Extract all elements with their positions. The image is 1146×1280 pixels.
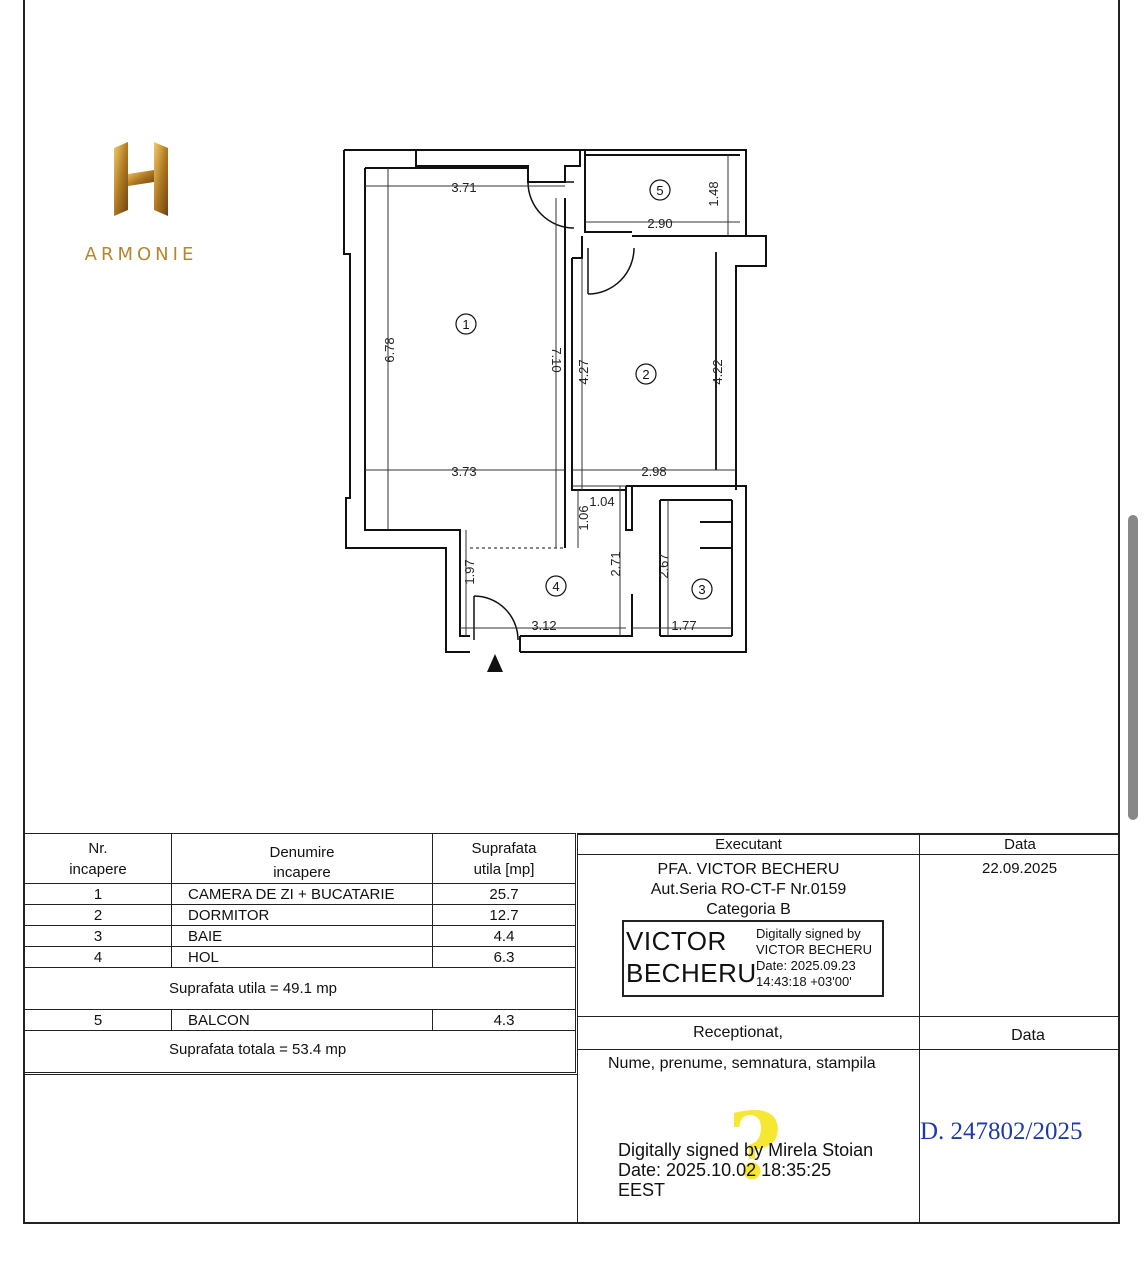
signature-meta4: 14:43:18 +03'00'	[756, 974, 852, 989]
entrance-arrow-icon	[487, 654, 503, 672]
grand-total: Suprafata totala = 53.4 mp	[25, 1031, 576, 1073]
header-area-label: Suprafata utila [mp]	[471, 839, 537, 878]
dim-label: 2.67	[656, 553, 671, 579]
dim-label: 1.06	[576, 505, 591, 531]
executant-line3: Categoria B	[706, 901, 791, 918]
dim-label: 6.78	[382, 337, 397, 363]
executant-line1: PFA. VICTOR BECHERU	[657, 861, 840, 878]
row-nr: 4	[25, 947, 172, 968]
document-number: D. 247802/2025	[920, 1118, 1083, 1145]
grand-total-row	[25, 1031, 576, 1073]
row-area: 4.3	[433, 1010, 576, 1031]
signature-meta1: Digitally signed by	[756, 926, 861, 941]
dim-label: 2.90	[647, 216, 673, 231]
useful-total: Suprafata utila = 49.1 mp	[25, 968, 576, 1010]
room-number: 1	[462, 317, 470, 332]
room-number: 2	[642, 367, 650, 382]
dim-label: 1.97	[462, 559, 477, 585]
room-markers	[456, 180, 712, 599]
header-name-label: Denumire incapere	[269, 843, 335, 881]
executant-header: Executant	[715, 836, 782, 853]
row-name: CAMERA DE ZI + BUCATARIE	[172, 884, 433, 905]
data2-header: Data	[1011, 1027, 1045, 1044]
dim-label: 1.77	[671, 618, 697, 633]
executant-line2: Aut.Seria RO-CT-F Nr.0159	[650, 881, 847, 898]
receptionat-signature-line1: Digitally signed by Mirela Stoian	[618, 1140, 874, 1160]
table-row	[25, 905, 576, 926]
dim-label: 2.71	[608, 551, 623, 577]
row-name: BAIE	[172, 926, 433, 947]
row-name: HOL	[172, 947, 433, 968]
dim-label: 7.10	[549, 347, 564, 373]
dim-label: 1.48	[706, 181, 721, 207]
dim-label: 2.98	[641, 464, 667, 479]
room-number: 3	[698, 582, 706, 597]
row-area: 12.7	[433, 905, 576, 926]
receptionat-subheader: Nume, prenume, semnatura, stampila	[608, 1055, 876, 1072]
row-area: 4.4	[433, 926, 576, 947]
row-nr: 5	[25, 1010, 172, 1031]
question-mark-icon: ?	[728, 1092, 782, 1200]
header-nr-label: Nr. incapere	[69, 839, 127, 878]
signature-name-line1: VICTOR	[626, 926, 727, 956]
date-value: 22.09.2025	[982, 860, 1058, 877]
bottom-line	[23, 1222, 1120, 1224]
row-nr: 3	[25, 926, 172, 947]
rooms-table	[24, 833, 576, 1073]
room-number: 4	[552, 579, 560, 594]
receptionat-header: Receptionat,	[693, 1024, 783, 1041]
left-bottom-border	[23, 1074, 578, 1075]
row-name: BALCON	[172, 1010, 433, 1031]
receptionat-signature-line2: Date: 2025.10.02 18:35:25	[618, 1160, 832, 1180]
header-area	[433, 834, 576, 884]
table-row	[25, 884, 576, 905]
header-nr	[25, 834, 172, 884]
right-block-top	[577, 833, 1120, 835]
dim-label: 4.27	[576, 359, 591, 385]
executant-signature	[622, 920, 884, 997]
dim-label: 1.04	[589, 494, 615, 509]
table-row	[25, 1010, 576, 1031]
row-nr: 1	[25, 884, 172, 905]
table-row	[25, 947, 576, 968]
useful-total-row	[25, 968, 576, 1010]
table-row	[25, 926, 576, 947]
signature-name-line2: BECHERU	[626, 958, 757, 988]
signature-meta	[756, 926, 872, 990]
signature-meta2: VICTOR BECHERU	[756, 942, 873, 957]
receptionat-signature	[618, 1140, 873, 1200]
receptionat-top	[577, 1016, 1120, 1017]
date-header: Data	[1004, 836, 1036, 853]
dimension-labels	[382, 180, 725, 633]
dim-label: 3.73	[451, 464, 477, 479]
dimension-lines	[365, 155, 740, 636]
header-name	[172, 834, 433, 884]
right-block-header-line	[577, 854, 1120, 855]
row-name: DORMITOR	[172, 905, 433, 926]
row-area: 6.3	[433, 947, 576, 968]
dim-label: 3.71	[451, 180, 477, 195]
signature-meta3: Date: 2025.09.23	[756, 958, 856, 973]
dim-label: 3.12	[531, 618, 557, 633]
receptionat-signature-line3: EEST	[618, 1180, 666, 1200]
brand-name: ARMONIE	[84, 244, 198, 265]
room-number: 5	[656, 183, 664, 198]
receptionat-header-line	[577, 1049, 1120, 1050]
row-area: 25.7	[433, 884, 576, 905]
row-nr: 2	[25, 905, 172, 926]
dim-label: 4.22	[710, 359, 725, 385]
